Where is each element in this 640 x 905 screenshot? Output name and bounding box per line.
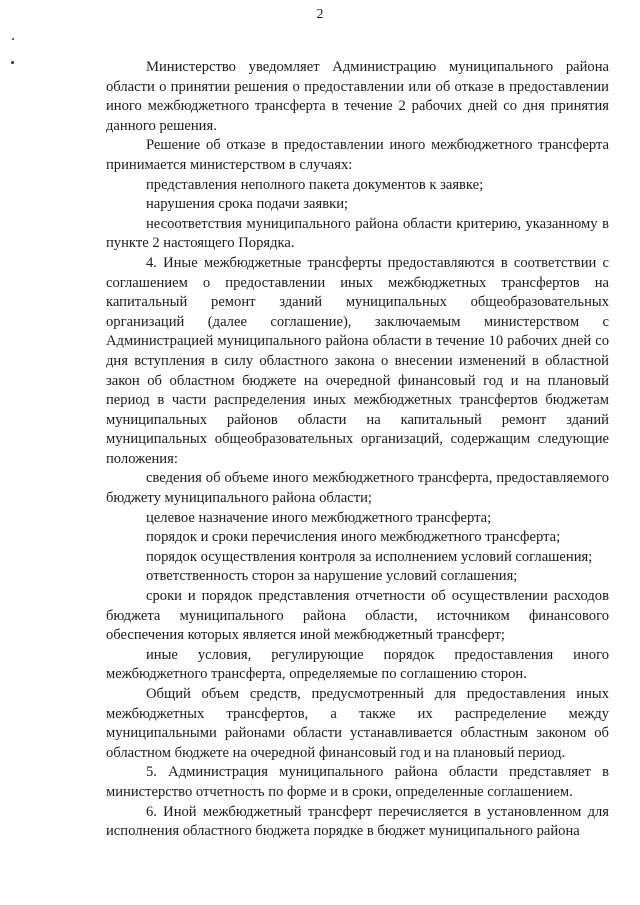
list-item: нарушения срока подачи заявки; xyxy=(146,196,349,213)
list-item: целевое назначение иного межбюджетного трансферта; xyxy=(146,509,492,526)
list-item: порядок и сроки перечисления иного межбюджетного трансферта; xyxy=(146,529,561,546)
scan-speck xyxy=(11,61,14,64)
document-body xyxy=(106,58,609,842)
paragraph: 4. Иные межбюджетные трансферты предоставляются в соответствии с соглашением о предоставлении иных межбюджетных трансфертов на капитальный ремонт зданий муниципальных общеобразовательных организаций (далее соглашение), заключаемым министерством с Администрацией муниципального района области в течение 10 рабочих дней со дня вступления в силу областного закона о внесении изменений в областной закон об областном бюджете на очередной финансовый год и на плановый период в части распределения иных межбюджетных трансфертов бюджетам муниципальных районов области на капитальный ремонт зданий муниципальных общеобразовательных организаций, содержащим следующие положения: xyxy=(106,254,609,467)
list-item: иные условия, регулирующие порядок предоставления иного межбюджетного трансферта, определяемые по соглашению сторон. xyxy=(106,646,609,683)
list-item: порядок осуществления контроля за исполнением условий соглашения; xyxy=(146,548,593,565)
list-item: сведения об объеме иного межбюджетного трансферта, предоставляемого бюджету муниципального района области; xyxy=(106,470,609,507)
list-item: несоответствия муниципального района области критерию, указанному в пункте 2 настоящего Порядка. xyxy=(106,215,609,252)
paragraph: Общий объем средств, предусмотренный для предоставления иных межбюджетных трансфертов, а также их распределение между муниципальными районами области устанавливается областным законом об областном бюджете на очередной финансовый год и на плановый период. xyxy=(106,686,609,761)
paragraph: 5. Администрация муниципального района области представляет в министерство отчетность по форме и в сроки, определенные соглашением. xyxy=(106,764,609,800)
page-number: 2 xyxy=(316,7,324,22)
paragraph: Министерство уведомляет Администрацию муниципального района области о принятии решения о предоставлении или об отказе в предоставлении иного межбюджетного трансферта в течение 2 рабочих дней со дня принятия данного решения. xyxy=(106,59,609,134)
scan-speck xyxy=(12,38,14,40)
list-item: ответственность сторон за нарушение условий соглашения; xyxy=(146,568,518,585)
list-item: сроки и порядок представления отчетности об осуществлении расходов бюджета муниципального района области, источником финансового обеспечения которых является иной межбюджетный трансферт; xyxy=(106,588,609,644)
paragraph: 6. Иной межбюджетный трансферт перечисляется в установленном для исполнения областного бюджета порядке в бюджет муниципального района xyxy=(106,803,609,840)
paragraph: Решение об отказе в предоставлении иного межбюджетного трансферта принимается министерством в случаях: xyxy=(106,137,609,173)
list-item: представления неполного пакета документов к заявке; xyxy=(146,176,484,193)
